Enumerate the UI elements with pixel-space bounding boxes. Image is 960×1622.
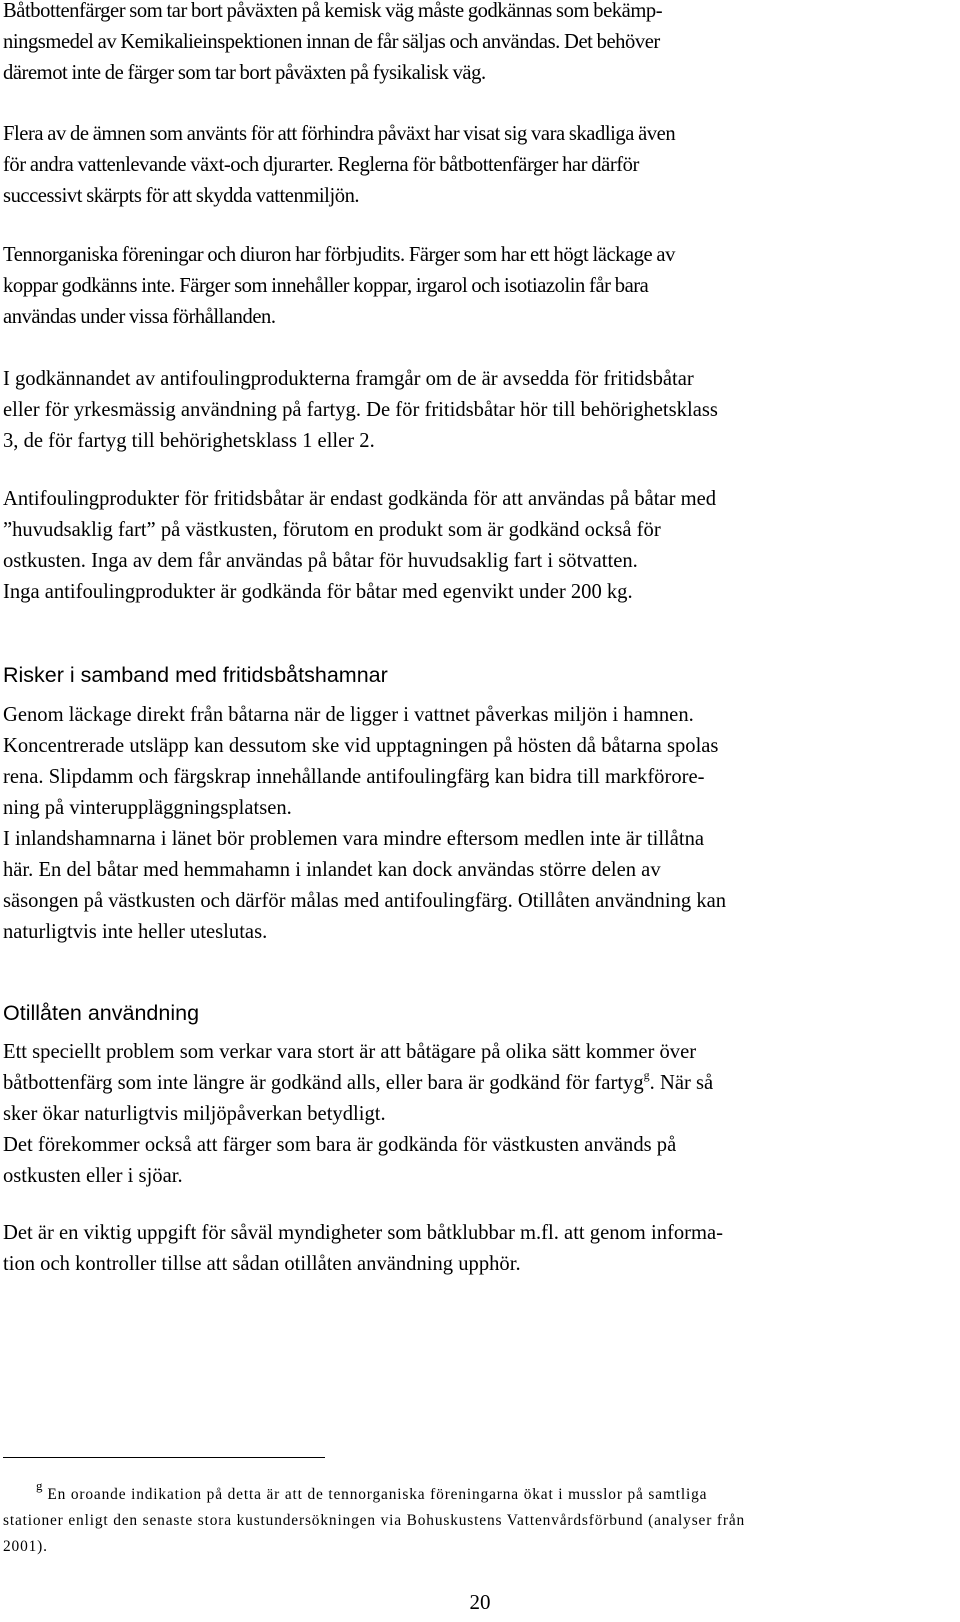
paragraph-approval-classes: I godkännandet av antifoulingprodukterna framgår om de är avsedda för fritidsbåtar eller för yrkesmässig användning på fartyg. De för fritidsbåtar hör till behörighetsklass 3, de för fartyg till behörighetsklass 1 eller 2. xyxy=(3,368,718,452)
paragraph-text-before-footnote: Ett speciellt problem som verkar vara stort är att båtägare på olika sätt kommer över båtbottenfärg som inte längre är godkänd alls, eller bara är godkänd för fartyg xyxy=(3,1041,697,1094)
paragraph-harmful-substances: Flera av de ämnen som använts för att förhindra påväxt har visat sig vara skadliga även för andra vattenlevande växt-och djurarter. Reglerna för båtbottenfärger har därför successivt skärpts för att skydda vattenmiljön. xyxy=(3,123,676,207)
paragraph-unauthorized-paint xyxy=(3,1037,948,1192)
section-heading-unauthorized-use: Otillåten användning xyxy=(3,1001,200,1025)
footnote-marker: g xyxy=(36,1477,44,1493)
paragraph-west-coast-use: Antifoulingprodukter för fritidsbåtar är endast godkända för att användas på båtar med ”huvudsaklig fart” på västkusten, förutom en produkt som är godkänd också för ostkusten. Inga av dem får användas på båtar för huvudsaklig fart i sötvatten. Inga antifoulingprodukter är godkända för båtar med egenvikt under 200 kg. xyxy=(3,488,717,603)
footnote-text: En oroande indikation på detta är att de tennorganiska föreningarna ökat i musslor på samtliga stationer enligt den senaste stora kustundersökningen via Bohuskustens Vattenvårdsförbund (analyser från 2001). xyxy=(3,1486,746,1555)
paragraph-paint-approval: Båtbottenfärger som tar bort påväxten på kemisk väg måste godkännas som bekämp- ningsmedel av Kemikalieinspektionen innan de får säljas och användas. Det behöver däremot inte de färger som tar bort påväxten på fysikalisk väg. xyxy=(3,0,663,84)
paragraph-text-after-footnote: . När så sker ökar naturligtvis miljöpåverkan betydligt. Det förekommer också att färger som bara är godkända för västkusten används på ostkusten eller i sjöar. xyxy=(3,1072,714,1187)
paragraph-harbour-risks: Genom läckage direkt från båtarna när de ligger i vattnet påverkas miljön i hamnen. Koncentrerade utsläpp kan dessutom ske vid upptagningen på hösten då båtarna spolas rena. Slipdamm och färgskrap innehållande antifoulingfärg kan bidra till markförore- ning på vinteruppläggningsplatsen. I inlandshamnarna i länet bör problemen vara mindre eftersom medlen inte är tillåtna här. En del båtar med hemmahamn i inlandet kan dock användas större delen av säsongen på västkusten och därför målas med antifoulingfärg. Otillåten användning kan naturligtvis inte heller uteslutas. xyxy=(3,704,727,943)
footnote-reference: g xyxy=(643,1068,650,1083)
paragraph-banned-substances: Tennorganiska föreningar och diuron har förbjudits. Färger som har ett högt läckage av koppar godkänns inte. Färger som innehåller koppar, irgarol och isotiazolin får bara användas under vissa förhållanden. xyxy=(3,244,675,328)
footnote xyxy=(3,1477,958,1560)
footnote-separator xyxy=(3,1457,325,1458)
page-number: 20 xyxy=(469,1590,491,1614)
paragraph-authority-task: Det är en viktig uppgift för såväl myndigheter som båtklubbar m.fl. att genom informa- tion och kontroller tillse att sådan otillåten användning upphör. xyxy=(3,1222,724,1275)
section-heading-risks: Risker i samband med fritidsbåtshamnar xyxy=(3,663,388,687)
